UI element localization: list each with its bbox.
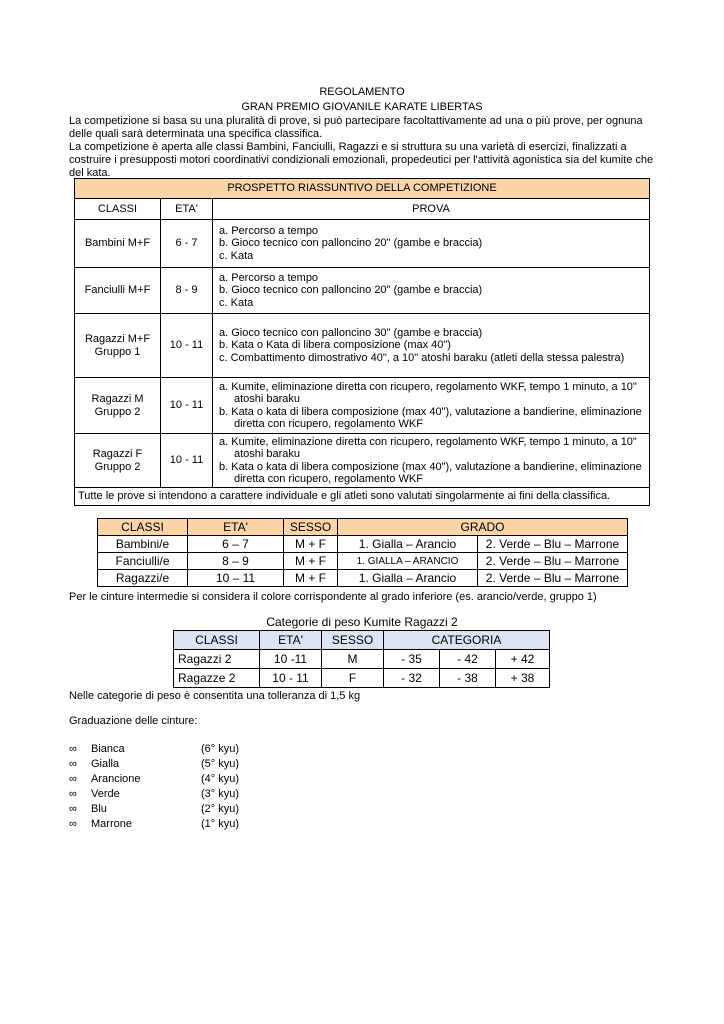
- row-prove: [213, 314, 650, 378]
- col-header-classi: CLASSI: [75, 199, 161, 220]
- row-categoria-2: - 38: [440, 669, 496, 688]
- col-header-eta: ETA': [188, 519, 284, 536]
- row-grado-1: 1. Gialla – Arancio: [338, 570, 478, 587]
- intro-paragraph-1: La competizione si basa su una pluralità di prove, si può partecipare facoltattivamente ad una o più prove, per ognuna delle quali sarà determinata una specifica classifica.: [69, 115, 643, 140]
- prova-item: a. Gioco tecnico con palloncino 30" (gambe e braccia): [219, 327, 483, 340]
- list-item: [69, 788, 269, 803]
- belt-list: [69, 743, 269, 833]
- belt-kyu: (6° kyu): [201, 743, 240, 755]
- row-grado-2: 2. Verde – Blu – Marrone: [478, 553, 628, 570]
- table-row: [98, 536, 628, 553]
- belt-name: Blu: [91, 803, 107, 815]
- prova-item: b. Kata o kata di libera composizione (max 40"), valutazione a bandierine, eliminazione diretta con ricupero, regolamento WKF: [219, 460, 642, 485]
- prova-item: b. Kata o Kata di libera composizione (max 40"): [219, 339, 451, 352]
- belt-name: Verde: [91, 788, 120, 800]
- row-eta: 8 - 9: [161, 268, 213, 314]
- row-categoria-3: + 38: [496, 669, 550, 688]
- prova-item: a. Percorso a tempo: [219, 225, 319, 238]
- col-header-prova: PROVA: [213, 199, 650, 220]
- belt-kyu: (1° kyu): [201, 818, 240, 830]
- row-eta: 10 -11: [260, 650, 322, 669]
- table-row: [174, 650, 550, 669]
- col-header-classi: CLASSI: [174, 631, 260, 650]
- belts-heading: Graduazione delle cinture:: [69, 715, 198, 727]
- row-classe: Ragazzi 2: [174, 650, 260, 669]
- table-row: [98, 553, 628, 570]
- doc-title: REGOLAMENTO: [319, 86, 405, 98]
- row-sesso: F: [322, 669, 384, 688]
- prova-item: b. Gioco tecnico con palloncino 20" (gambe e braccia): [219, 237, 483, 250]
- row-eta: 10 - 11: [161, 378, 213, 434]
- belt-kyu: (4° kyu): [201, 773, 240, 785]
- infinity-bullet-icon: ∞: [69, 758, 77, 770]
- table-row: [98, 570, 628, 587]
- row-prove: [213, 378, 650, 434]
- table-row: [75, 220, 650, 268]
- infinity-bullet-icon: ∞: [69, 803, 77, 815]
- row-prove: [213, 434, 650, 488]
- weight-table: [173, 630, 550, 688]
- row-eta: 8 – 9: [188, 553, 284, 570]
- col-header-categoria: CATEGORIA: [384, 631, 550, 650]
- list-item: [69, 773, 269, 788]
- row-grado-1: 1. Gialla – Arancio: [338, 536, 478, 553]
- weight-note: Nelle categorie di peso è consentita una tolleranza di 1,5 kg: [69, 690, 361, 702]
- row-eta: 10 – 11: [188, 570, 284, 587]
- grade-table: [97, 518, 628, 587]
- table-row: [75, 314, 650, 378]
- col-header-grado: GRADO: [338, 519, 628, 536]
- row-classe: Fanciulli/e: [98, 553, 188, 570]
- row-classe: Ragazzi M+F Gruppo 1: [75, 314, 161, 378]
- summary-table-title: PROSPETTO RIASSUNTIVO DELLA COMPETIZIONE: [75, 179, 650, 199]
- row-prove: [213, 220, 650, 268]
- row-eta: 6 - 7: [161, 220, 213, 268]
- prova-item: a. Kumite, eliminazione diretta con ricupero, regolamento WKF, tempo 1 minuto, a 10" atoshi baraku: [219, 436, 637, 461]
- prova-item: a. Kumite, eliminazione diretta con ricupero, regolamento WKF, tempo 1 minuto, a 10" atoshi baraku: [219, 380, 637, 406]
- belt-kyu: (2° kyu): [201, 803, 240, 815]
- list-item: [69, 803, 269, 818]
- table-row: [75, 434, 650, 488]
- belt-kyu: (3° kyu): [201, 788, 240, 800]
- belt-name: Marrone: [91, 818, 132, 830]
- infinity-bullet-icon: ∞: [69, 788, 77, 800]
- row-categoria-3: + 42: [496, 650, 550, 669]
- col-header-eta: ETA': [161, 199, 213, 220]
- prova-item: c. Combattimento dimostrativo 40", a 10" atoshi baraku (atleti della stessa palestra): [219, 351, 625, 364]
- row-eta: 10 - 11: [260, 669, 322, 688]
- prova-item: c. Kata: [219, 296, 254, 309]
- row-classe: Ragazze 2: [174, 669, 260, 688]
- row-eta: 10 - 11: [161, 314, 213, 378]
- intro-paragraph-2: La competizione è aperta alle classi Bambini, Fanciulli, Ragazzi e si struttura su una varietà di esercizi, finalizzati a costruire i presupposti motori coordinativi condizionali emozionali, propedeutici per l'attività agonistica sia del kumite che del kata.: [69, 141, 654, 179]
- row-eta: 6 – 7: [188, 536, 284, 553]
- doc-subtitle: GRAN PREMIO GIOVANILE KARATE LIBERTAS: [241, 101, 483, 113]
- infinity-bullet-icon: ∞: [69, 773, 77, 785]
- row-classe: Ragazzi/e: [98, 570, 188, 587]
- row-grado-1: 1. GIALLA – ARANCIO: [338, 553, 478, 570]
- prova-item: b. Gioco tecnico con palloncino 20" (gambe e braccia): [219, 284, 483, 297]
- row-categoria-2: - 42: [440, 650, 496, 669]
- row-classe: Ragazzi F Gruppo 2: [75, 434, 161, 488]
- prova-item: b. Kata o kata di libera composizione (max 40"), valutazione a bandierine, eliminazione diretta con ricupero, regolamento WKF: [219, 405, 642, 430]
- belt-name: Arancione: [91, 773, 141, 785]
- list-item: [69, 818, 269, 833]
- row-categoria-1: - 35: [384, 650, 440, 669]
- list-item: [69, 743, 269, 758]
- grade-note: Per le cinture intermedie si considera il colore corrispondente al grado inferiore (es. arancio/verde, gruppo 1): [69, 591, 597, 603]
- belt-name: Bianca: [91, 743, 125, 755]
- row-sesso: M + F: [284, 553, 338, 570]
- col-header-classi: CLASSI: [98, 519, 188, 536]
- row-categoria-1: - 32: [384, 669, 440, 688]
- col-header-sesso: SESSO: [284, 519, 338, 536]
- weight-table-caption: Categorie di peso Kumite Ragazzi 2: [266, 615, 458, 629]
- table-row: [75, 268, 650, 314]
- row-sesso: M + F: [284, 536, 338, 553]
- belt-kyu: (5° kyu): [201, 758, 240, 770]
- row-classe: Bambini M+F: [75, 220, 161, 268]
- row-prove: [213, 268, 650, 314]
- row-grado-2: 2. Verde – Blu – Marrone: [478, 570, 628, 587]
- row-sesso: M + F: [284, 570, 338, 587]
- summary-footer: Tutte le prove si intendono a carattere individuale e gli atleti sono valutati singolarmente ai fini della classifica.: [75, 488, 650, 506]
- infinity-bullet-icon: ∞: [69, 743, 77, 755]
- table-row: [75, 378, 650, 434]
- row-classe: Fanciulli M+F: [75, 268, 161, 314]
- row-eta: 10 - 11: [161, 434, 213, 488]
- table-row: [174, 669, 550, 688]
- prova-item: c. Kata: [219, 249, 254, 262]
- belt-name: Gialla: [91, 758, 120, 770]
- row-sesso: M: [322, 650, 384, 669]
- row-classe: Ragazzi M Gruppo 2: [75, 378, 161, 434]
- list-item: [69, 758, 269, 773]
- prova-item: a. Percorso a tempo: [219, 272, 319, 285]
- col-header-sesso: SESSO: [322, 631, 384, 650]
- infinity-bullet-icon: ∞: [69, 818, 77, 830]
- summary-table: [74, 178, 650, 506]
- row-classe: Bambini/e: [98, 536, 188, 553]
- row-grado-2: 2. Verde – Blu – Marrone: [478, 536, 628, 553]
- col-header-eta: ETA': [260, 631, 322, 650]
